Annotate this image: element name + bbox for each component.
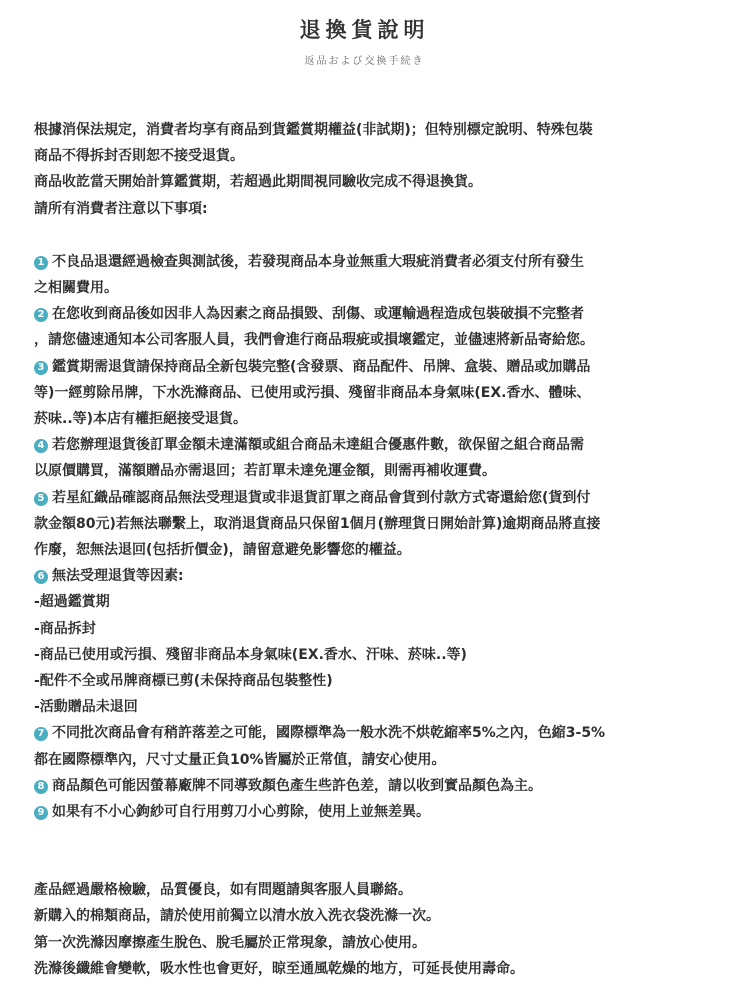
notice-text: 如果有不小心鉤紗可自行用剪刀小心剪除，使用上並無差異。 — [52, 804, 430, 821]
notice-text: 不同批次商品會有稍許落差之可能，國際標準為一般水洗不烘乾縮率5%之內，色縮3-5% — [52, 725, 606, 742]
intro-line: 商品不得拆封否則恕不接受退貨。 — [34, 148, 244, 165]
number-badge-icon: 6 — [34, 570, 48, 584]
number-badge-icon: 4 — [34, 439, 48, 453]
notice-text: 無法受理退貨等因素: — [52, 568, 184, 585]
notice-text: 若您辦理退貨後訂單金額未達滿額或組合商品未達組合優惠件數，欲保留之組合商品需 — [52, 437, 584, 454]
page-subtitle: 返品および交換手続き — [304, 56, 425, 67]
notice-list-item: -商品已使用或污損、殘留非商品本身氣味(EX.香水、汗味、菸味..等) — [34, 646, 467, 663]
number-badge-icon: 7 — [34, 727, 48, 741]
notice-text: 都在國際標準內，尺寸丈量正負10%皆屬於正常值，請安心使用。 — [34, 751, 446, 768]
notice-4 — [34, 432, 704, 458]
notice-text: 在您收到商品後如因非人為因素之商品損毀、刮傷、或運輸過程造成包裝破損不完整者 — [52, 306, 584, 323]
closing-line: 洗滌後纖維會變軟，吸水性也會更好，晾至通風乾燥的地方，可延長使用壽命。 — [34, 960, 524, 977]
notice-text: 商品顏色可能因螢幕廠牌不同導致顏色產生些許色差，請以收到實品顏色為主。 — [52, 777, 542, 794]
spacer — [34, 825, 704, 851]
notice-text: 以原價購買，滿額贈品亦需退回；若訂單未達免運金額，則需再補收運費。 — [34, 463, 496, 480]
notice-7 — [34, 720, 704, 746]
notice-5 — [34, 485, 704, 511]
intro-line: 商品收訖當天開始計算鑑賞期，若超過此期間視同驗收完成不得退換貨。 — [34, 174, 482, 191]
notice-text: 若星紅織品確認商品無法受理退貨或非退貨訂單之商品會貨到付款方式寄還給您(貨到付 — [52, 489, 591, 506]
page-title: 退換貨說明 — [299, 18, 430, 42]
notice-text: 等)一經剪除吊牌，下水洗滌商品、已使用或污損、殘留非商品本身氣味(EX.香水、體味、 — [34, 384, 591, 401]
intro-line: 根據消保法規定，消費者均享有商品到貨鑑賞期權益(非試期)；但特別標定說明、特殊包裝 — [34, 122, 593, 138]
notice-text: 作廢，恕無法退回(包括折價金)，請留意避免影響您的權益。 — [34, 542, 411, 559]
notice-list-item: -配件不全或吊牌商標已剪(未保持商品包裝整性) — [34, 673, 333, 690]
notice-3 — [34, 354, 704, 380]
notice-6 — [34, 563, 704, 589]
notice-8 — [34, 773, 704, 799]
notice-9 — [34, 799, 704, 825]
number-badge-icon: 2 — [34, 308, 48, 322]
notice-text: 不良品退還經過檢查與測試後，若發現商品本身並無重大瑕疵消費者必須支付所有發生 — [52, 253, 584, 270]
notice-list-item: -超過鑑賞期 — [34, 594, 110, 611]
number-badge-icon: 1 — [34, 256, 48, 270]
notice-list-item: -活動贈品未退回 — [34, 699, 138, 716]
spacer — [34, 851, 704, 877]
closing-line: 產品經過嚴格檢驗，品質優良，如有問題請與客服人員聯絡。 — [34, 882, 412, 899]
number-badge-icon: 8 — [34, 780, 48, 794]
closing-line: 第一次洗滌因摩擦產生脫色、脫毛屬於正常現象，請放心使用。 — [34, 934, 426, 951]
notice-text: 鑑賞期需退貨請保持商品全新包裝完整(含發票、商品配件、吊牌、盒裝、贈品或加購品 — [52, 358, 591, 375]
notice-text: 菸味..等)本店有權拒絕接受退貨。 — [34, 411, 248, 428]
closing-line: 新購入的棉類商品，請於使用前獨立以清水放入洗衣袋洗滌一次。 — [34, 908, 440, 925]
spacer — [34, 222, 704, 249]
number-badge-icon: 9 — [34, 806, 48, 820]
number-badge-icon: 5 — [34, 492, 48, 506]
notice-text: 款金額80元)若無法聯繫上，取消退貨商品只保留1個月(辦理貨日開始計算)逾期商品將直接 — [34, 515, 601, 532]
notice-text: 之相關費用。 — [34, 280, 118, 297]
number-badge-icon: 3 — [34, 361, 48, 375]
notice-list-item: -商品拆封 — [34, 620, 96, 637]
notice-1 — [34, 249, 704, 275]
intro-line: 請所有消費者注意以下事項: — [34, 200, 208, 217]
notice-text: ，請您儘速通知本公司客服人員，我們會進行商品瑕疵或損壞鑑定，並儘速將新品寄給您。 — [34, 332, 594, 349]
policy-content — [34, 117, 704, 982]
notice-2 — [34, 301, 704, 327]
